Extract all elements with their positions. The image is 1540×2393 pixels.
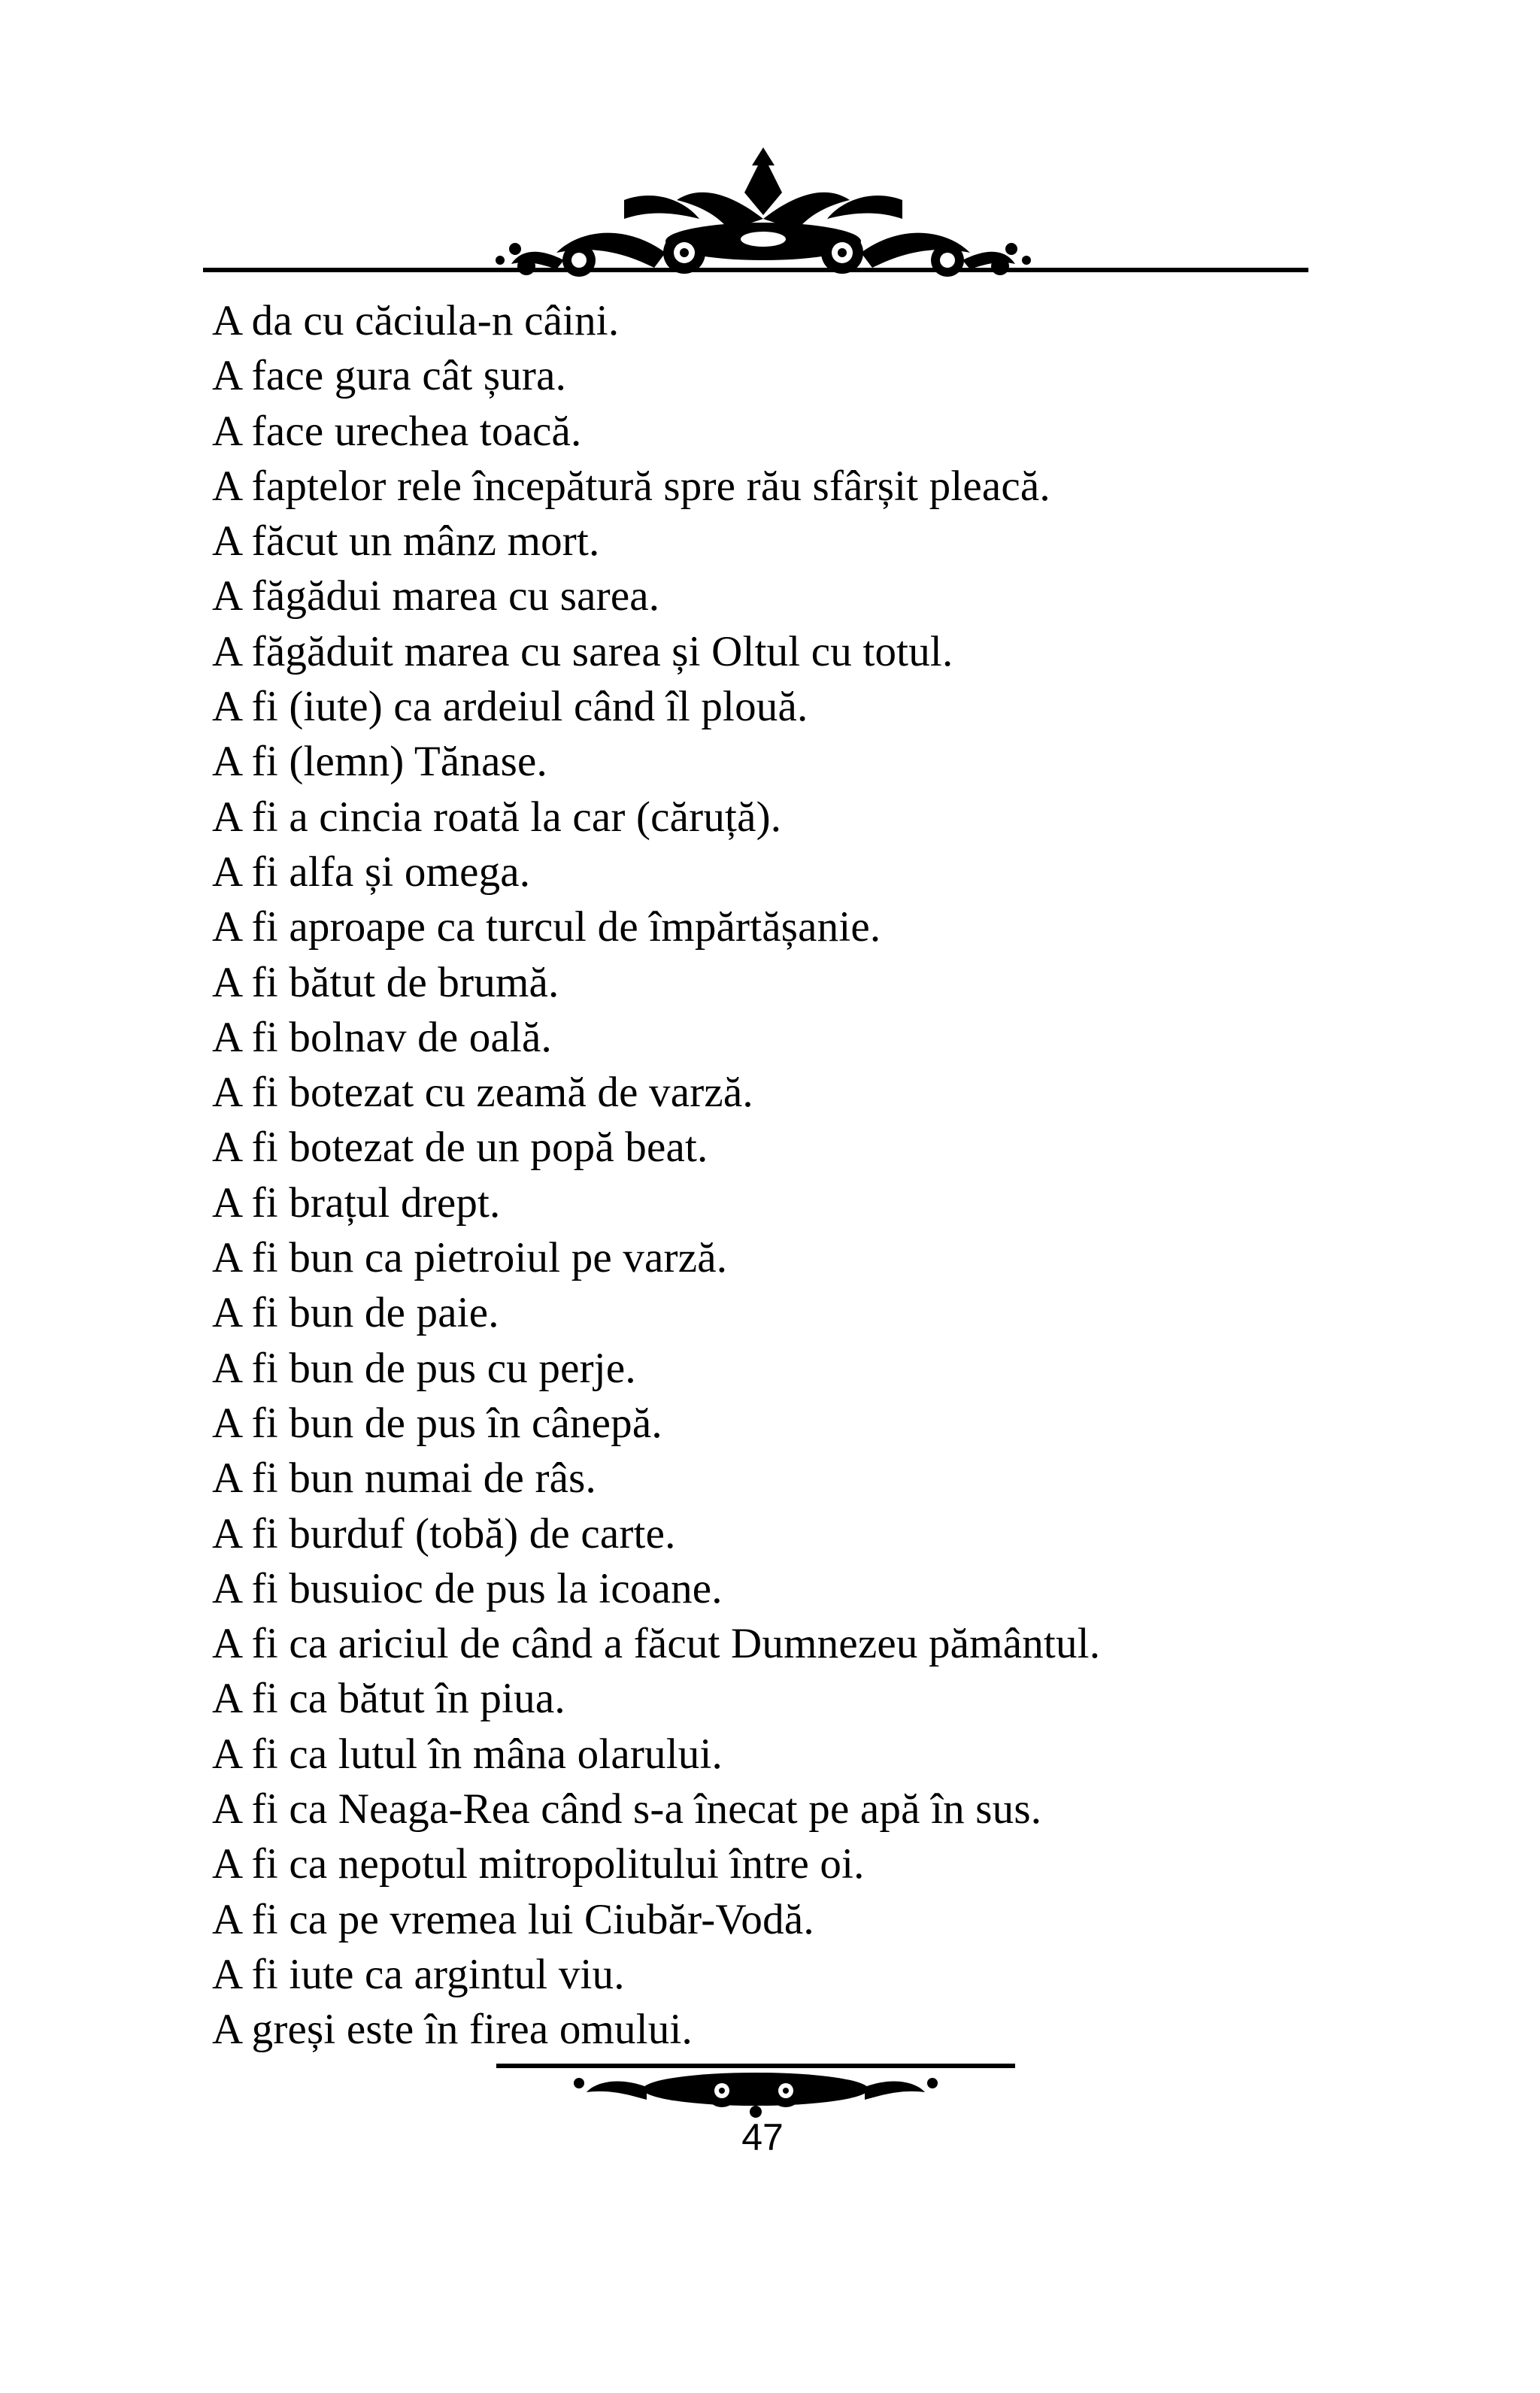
- proverb-line: A fi bun de pus cu perje.: [212, 1344, 636, 1392]
- proverb-line: A fi ca pe vremea lui Ciubăr-Vodă.: [212, 1895, 814, 1943]
- page-number: 47: [741, 2116, 784, 2158]
- proverb-line: A fi bolnav de oală.: [212, 1013, 552, 1061]
- proverb-line: A fi bun ca pietroiul pe varză.: [212, 1234, 728, 1282]
- proverb-list: [212, 293, 1385, 2058]
- proverb-line: A face gura cât șura.: [212, 352, 567, 400]
- proverb-line: A fi bun numai de râs.: [212, 1454, 596, 1503]
- proverb-line: A fi ca ariciul de când a făcut Dumnezeu pământul.: [212, 1620, 1101, 1668]
- top-ornament-icon: [203, 147, 1308, 283]
- proverb-line: A faptelor rele începătură spre rău sfârșit pleacă.: [212, 462, 1050, 510]
- proverb-line: A fi ca nepotul mitropolitului între oi.: [212, 1840, 865, 1888]
- proverb-line: A fi burduf (tobă) de carte.: [212, 1509, 676, 1557]
- proverb-line: A fi brațul drept.: [212, 1178, 501, 1227]
- proverb-line: A fi alfa și omega.: [212, 848, 531, 896]
- proverb-line: A fi botezat cu zeamă de varză.: [212, 1069, 753, 1117]
- proverb-line: A greși este în firea omului.: [212, 2006, 693, 2054]
- proverb-line: A da cu căciula-n câini.: [212, 297, 620, 344]
- proverb-line: A făgădui marea cu sarea.: [212, 572, 660, 620]
- proverb-line: A fi bun de pus în cânepă.: [212, 1399, 662, 1447]
- proverb-line: A fi (lemn) Tănase.: [212, 738, 547, 786]
- proverb-line: A fi a cincia roată la car (căruță).: [212, 793, 782, 841]
- proverb-line: A făgăduit marea cu sarea și Oltul cu totul.: [212, 627, 953, 675]
- proverb-line: A fi bătut de brumă.: [212, 958, 559, 1006]
- proverb-line: A fi iute ca argintul viu.: [212, 1950, 625, 1998]
- proverb-line: A fi ca Neaga-Rea când s-a înecat pe apă în sus.: [212, 1785, 1042, 1833]
- proverb-line: A fi ca bătut în piua.: [212, 1675, 565, 1723]
- proverb-line: A fi busuioc de pus la icoane.: [212, 1564, 723, 1612]
- proverb-line: A fi (iute) ca ardeiul când îl plouă.: [212, 683, 808, 731]
- proverb-line: A fi botezat de un popă beat.: [212, 1124, 708, 1172]
- proverb-line: A făcut un mânz mort.: [212, 517, 600, 566]
- proverb-line: A fi aproape ca turcul de împărtășanie.: [212, 903, 881, 951]
- proverb-line: A fi bun de paie.: [212, 1289, 499, 1337]
- proverb-line: A face urechea toacă.: [212, 407, 582, 455]
- proverb-line: A fi ca lutul în mâna olarului.: [212, 1730, 723, 1778]
